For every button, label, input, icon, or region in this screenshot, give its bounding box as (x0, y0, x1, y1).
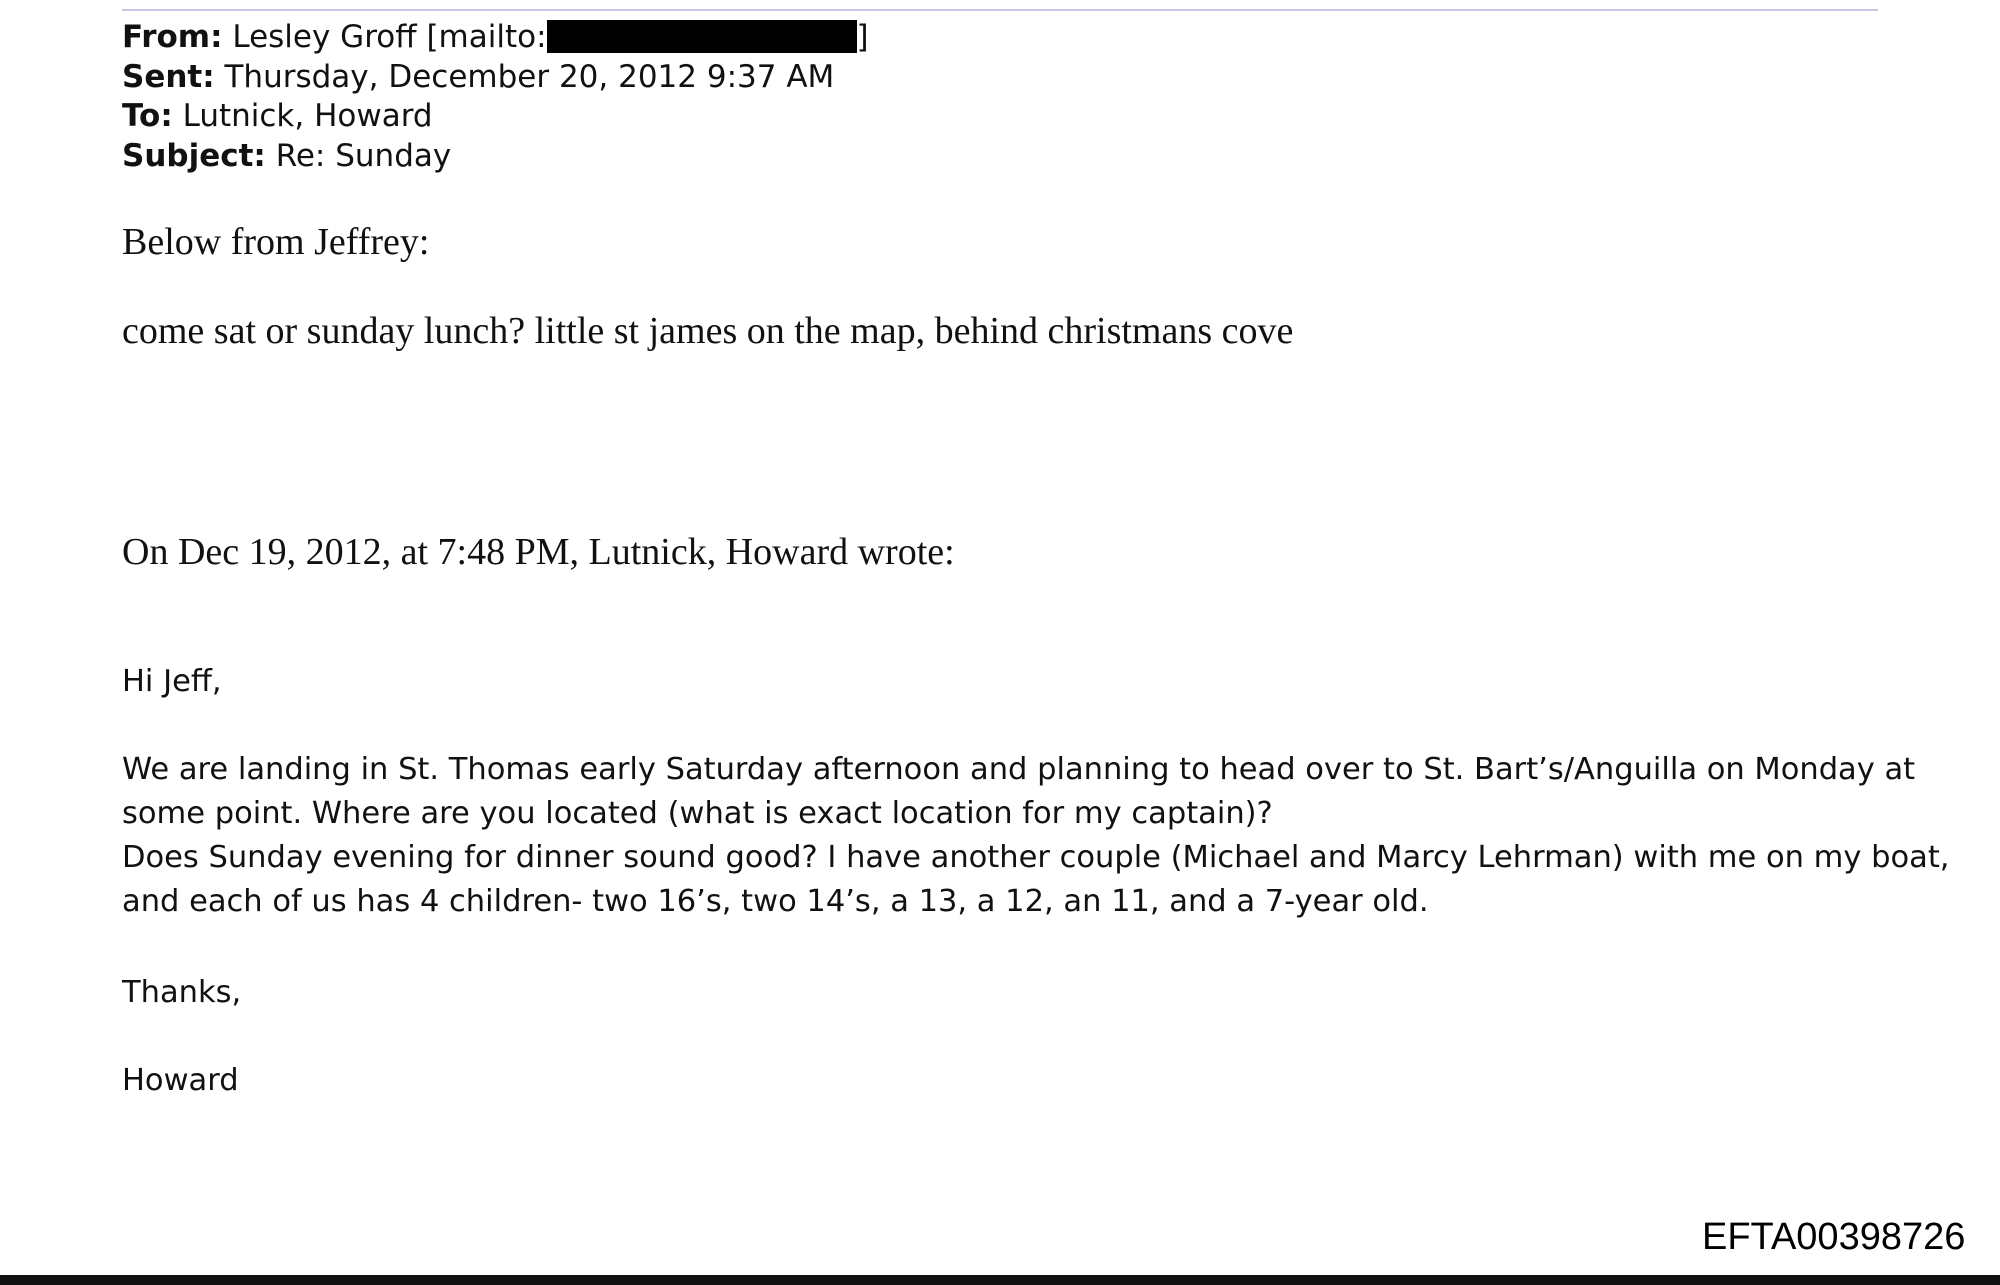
redaction-box (547, 20, 857, 53)
quoted-attribution: On Dec 19, 2012, at 7:48 PM, Lutnick, Howard wrote: (122, 531, 955, 573)
sent-line (122, 58, 869, 98)
sent-value: Thursday, December 20, 2012 9:37 AM (224, 58, 835, 95)
from-label: From: (122, 19, 223, 55)
subject-value: Re: Sunday (275, 137, 452, 174)
subject-label: Subject: (122, 137, 266, 174)
from-value: Lesley Groff [mailto: (232, 19, 547, 55)
from-line (122, 18, 869, 58)
to-value: Lutnick, Howard (182, 98, 433, 134)
quoted-paragraph (122, 748, 1949, 924)
sent-label: Sent: (122, 58, 215, 95)
reply-message: come sat or sunday lunch? little st james on the map, behind christmans cove (122, 310, 1294, 352)
to-line (122, 97, 869, 137)
paragraph-line: some point. Where are you located (what is exact location for my captain)? (122, 796, 1273, 831)
bottom-edge-bar (0, 1275, 2000, 1285)
paragraph-line: Does Sunday evening for dinner sound good? I have another couple (Michael and Marcy Lehrman) with me on my boat, (122, 840, 1950, 875)
quoted-greeting: Hi Jeff, (122, 664, 222, 699)
email-header (122, 18, 869, 176)
document-id: EFTA00398726 (1702, 1216, 1966, 1258)
to-label: To: (122, 98, 173, 134)
top-divider-line (122, 9, 1878, 11)
quoted-signature: Howard (122, 1063, 239, 1098)
subject-line (122, 137, 869, 177)
from-close-bracket: ] (856, 19, 869, 55)
paragraph-line: We are landing in St. Thomas early Saturday afternoon and planning to head over to St. Bart’s/Anguilla on Monday at (122, 752, 1916, 787)
paragraph-line: and each of us has 4 children- two 16’s, two 14’s, a 13, a 12, an 11, and a 7-year old. (122, 884, 1429, 919)
reply-intro: Below from Jeffrey: (122, 221, 430, 263)
quoted-closing: Thanks, (122, 975, 242, 1010)
